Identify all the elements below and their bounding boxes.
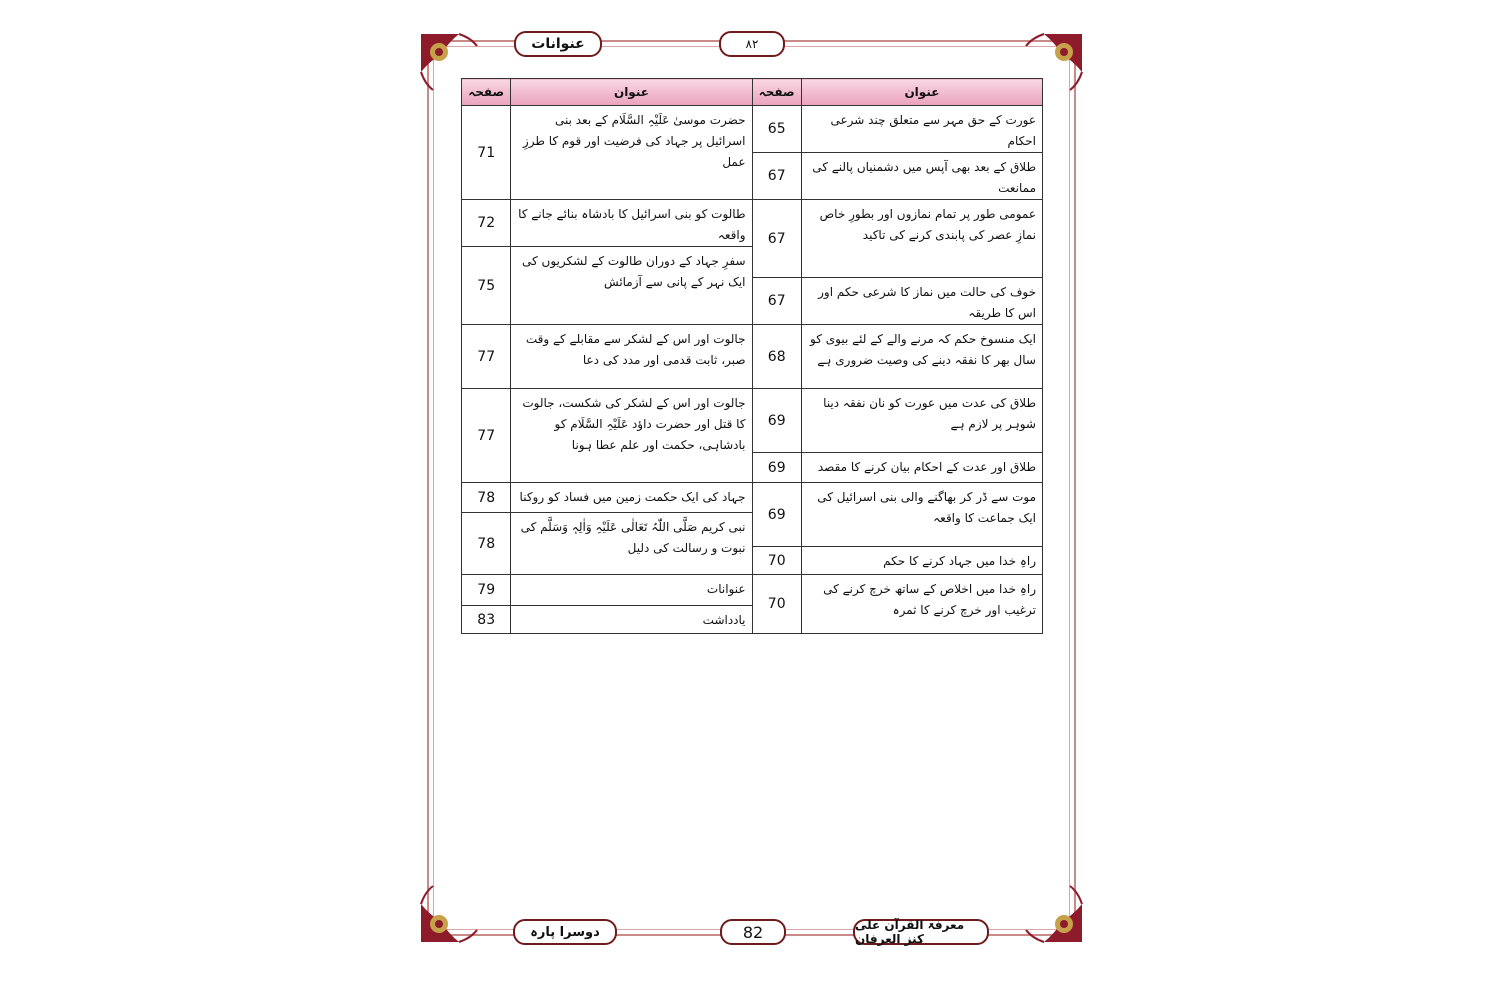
header-page-right: صفحہ <box>752 79 801 106</box>
toc-entry[interactable]: طلاق کی عدت میں عورت کو نان نفقہ دینا شوہر پر لازم ہے <box>801 389 1042 453</box>
toc-page: 69 <box>752 453 801 483</box>
table-row <box>462 389 1043 453</box>
toc-entry[interactable]: جالوت اور اس کے لشکر سے مقابلے کے وقت صبر، ثابت قدمی اور مدد کی دعا <box>511 325 752 389</box>
toc-entry[interactable]: راہِ خدا میں جہاد کرنے کا حکم <box>801 547 1042 575</box>
header-topic-right: عنوان <box>801 79 1042 106</box>
ornament-corner-icon <box>419 882 481 944</box>
toc-page: 83 <box>462 606 511 634</box>
toc-page: 68 <box>752 325 801 389</box>
toc-page: 69 <box>752 389 801 453</box>
toc-entry[interactable]: عورت کے حق مہر سے متعلق چند شرعی احکام <box>801 106 1042 153</box>
table-row <box>462 575 1043 606</box>
header-page-left: صفحہ <box>462 79 511 106</box>
toc-page: 78 <box>462 483 511 513</box>
footer-book-title: معرفۃ القرآن علی کنز العرفان <box>853 919 989 945</box>
toc-page: 77 <box>462 325 511 389</box>
toc-entry[interactable]: راہِ خدا میں اخلاص کے ساتھ خرچ کرنے کی ترغیب اور خرچ کرنے کا ثمرہ <box>801 575 1042 634</box>
toc-entry[interactable]: طالوت کو بنی اسرائیل کا بادشاہ بنائے جانے کا واقعہ <box>511 200 752 247</box>
toc-entry[interactable]: نبی کریم صَلَّی اللّٰہُ تَعَالٰی عَلَیْہِ وَاٰلِہٖ وَسَلَّم کی نبوت و رسالت کی دلیل <box>511 513 752 575</box>
toc-entry[interactable]: عنوانات <box>511 575 752 606</box>
toc-entry[interactable]: جالوت اور اس کے لشکر کی شکست، جالوت کا قتل اور حضرت داؤد عَلَیْہِ السَّلَام کو بادشاہی، حکمت اور علم عطا ہونا <box>511 389 752 483</box>
toc-page: 78 <box>462 513 511 575</box>
ornament-corner-icon <box>1022 882 1084 944</box>
toc-entry[interactable]: طلاق کے بعد بھی آپس میں دشمنیاں پالنے کی ممانعت <box>801 153 1042 200</box>
toc-page: 70 <box>752 575 801 634</box>
toc-page: 69 <box>752 483 801 547</box>
toc-entry[interactable]: حضرت موسیٰ عَلَیْہِ السَّلَام کے بعد بنی اسرائیل پر جہاد کی فرضیت اور قوم کا طرزِ عمل <box>511 106 752 200</box>
table-row <box>462 200 1043 247</box>
toc-page: 67 <box>752 278 801 325</box>
table-row <box>462 325 1043 389</box>
toc-page: 77 <box>462 389 511 483</box>
toc-page: 67 <box>752 200 801 278</box>
header-topic-left: عنوان <box>511 79 752 106</box>
toc-page: 72 <box>462 200 511 247</box>
table-header-row <box>462 79 1043 106</box>
toc-page: 70 <box>752 547 801 575</box>
toc-entry[interactable]: جہاد کی ایک حکمت زمین میں فساد کو روکنا <box>511 483 752 513</box>
toc-entry[interactable]: طلاق اور عدت کے احکام بیان کرنے کا مقصد <box>801 453 1042 483</box>
toc-entry[interactable]: سفرِ جہاد کے دوران طالوت کے لشکریوں کی ایک نہر کے پانی سے آزمائش <box>511 247 752 325</box>
toc-entry[interactable]: ایک منسوخ حکم کہ مرنے والے کے لئے بیوی کو سال بھر کا نفقہ دینے کی وصیت ضروری ہے <box>801 325 1042 389</box>
footer-part-name: دوسرا پارہ <box>513 919 617 945</box>
footer-page-number: 82 <box>720 919 786 945</box>
contents-table <box>461 78 1043 634</box>
toc-page: 65 <box>752 106 801 153</box>
toc-entry[interactable]: یادداشت <box>511 606 752 634</box>
table-row <box>462 483 1043 513</box>
book-page <box>419 32 1084 944</box>
toc-page: 67 <box>752 153 801 200</box>
toc-entry[interactable]: خوف کی حالت میں نماز کا شرعی حکم اور اس کا طریقہ <box>801 278 1042 325</box>
page-number-top: ۸۲ <box>719 31 785 57</box>
toc-entry[interactable]: عمومی طور پر تمام نمازوں اور بطورِ خاص نمازِ عصر کی پابندی کرنے کی تاکید <box>801 200 1042 278</box>
table-row <box>462 106 1043 153</box>
toc-entry[interactable]: موت سے ڈر کر بھاگنے والی بنی اسرائیل کی ایک جماعت کا واقعہ <box>801 483 1042 547</box>
toc-page: 71 <box>462 106 511 200</box>
section-title: عنوانات <box>514 31 602 57</box>
toc-page: 75 <box>462 247 511 325</box>
toc-page: 79 <box>462 575 511 606</box>
